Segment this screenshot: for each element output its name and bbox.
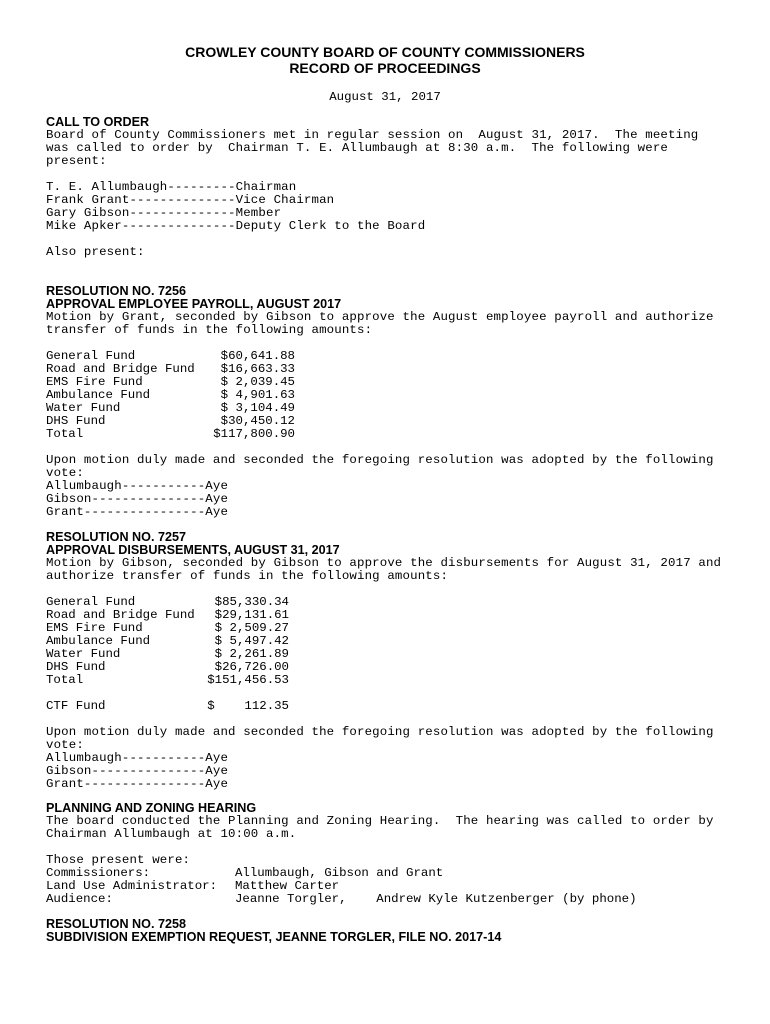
attendee-label: Commissioners: (46, 866, 151, 880)
motion-line: authorize transfer of funds in the following amounts: (46, 569, 449, 583)
vote-line: Grant----------------Aye (46, 777, 229, 791)
resolution-subject: APPROVAL DISBURSEMENTS, AUGUST 31, 2017 (46, 543, 340, 557)
attendee-value: Allumbaugh, Gibson and Grant (235, 866, 444, 880)
fund-name: Road and Bridge Fund (46, 608, 195, 622)
attendee-value: Matthew Carter (235, 879, 340, 893)
call-to-order-line: present: (46, 154, 107, 168)
resolution-number: RESOLUTION NO. 7257 (46, 530, 186, 544)
fund-name: General Fund (46, 349, 136, 363)
fund-amount: $151,456.53 (207, 673, 289, 687)
planning-heading: PLANNING AND ZONING HEARING (46, 801, 257, 815)
vote-line: vote: (46, 466, 84, 480)
fund-name: Total (46, 673, 84, 687)
member-line: Gary Gibson--------------Member (46, 206, 282, 220)
attendee-label: Land Use Administrator: (46, 879, 218, 893)
vote-line: Allumbaugh-----------Aye (46, 751, 229, 765)
motion-line: Motion by Grant, seconded by Gibson to approve the August employee payroll and authorize (46, 310, 714, 324)
planning-line: Chairman Allumbaugh at 10:00 a.m. (46, 827, 297, 841)
fund-amount: $ 5,497.42 (214, 634, 289, 648)
fund-amount: $30,450.12 (220, 414, 295, 428)
fund-amount: $ 2,261.89 (214, 647, 289, 661)
member-line: T. E. Allumbaugh---------Chairman (46, 180, 297, 194)
attendee-label: Audience: (46, 892, 113, 906)
fund-amount: $29,131.61 (214, 608, 289, 622)
fund-name: General Fund (46, 595, 136, 609)
fund-amount: $ 3,104.49 (220, 401, 295, 415)
fund-name: DHS Fund (46, 414, 106, 428)
fund-amount: $60,641.88 (220, 349, 295, 363)
resolution-subject: SUBDIVISION EXEMPTION REQUEST, JEANNE TORGLER, FILE NO. 2017-14 (46, 930, 502, 944)
vote-line: Grant----------------Aye (46, 505, 229, 519)
fund-amount: $ 4,901.63 (220, 388, 295, 402)
call-to-order-line: was called to order by Chairman T. E. Allumbaugh at 8:30 a.m. The following were (46, 141, 669, 155)
fund-amount: $85,330.34 (214, 595, 289, 609)
fund-amount: $ 2,509.27 (214, 621, 289, 635)
fund-name: Total (46, 427, 84, 441)
motion-line: transfer of funds in the following amounts: (46, 323, 373, 337)
attendee-value: Jeanne Torgler, Andrew Kyle Kutzenberger (by phone) (235, 892, 637, 906)
fund-name: EMS Fire Fund (46, 621, 143, 635)
fund-amount: $16,663.33 (220, 362, 295, 376)
vote-line: Upon motion duly made and seconded the foregoing resolution was adopted by the following (46, 453, 714, 467)
member-line: Mike Apker---------------Deputy Clerk to the Board (46, 219, 426, 233)
member-line: Frank Grant--------------Vice Chairman (46, 193, 335, 207)
document-title-line2: RECORD OF PROCEEDINGS (289, 60, 481, 76)
fund-amount: $ 2,039.45 (220, 375, 295, 389)
vote-line: vote: (46, 738, 84, 752)
fund-name: EMS Fire Fund (46, 375, 143, 389)
fund-name: Water Fund (46, 647, 121, 661)
call-to-order-heading: CALL TO ORDER (46, 115, 150, 129)
planning-line: The board conducted the Planning and Zoning Hearing. The hearing was called to order by (46, 814, 714, 828)
fund-name: Ambulance Fund (46, 388, 151, 402)
fund-name: Water Fund (46, 401, 121, 415)
resolution-number: RESOLUTION NO. 7258 (46, 917, 186, 931)
meeting-date: August 31, 2017 (329, 90, 441, 104)
fund-name: CTF Fund (46, 699, 106, 713)
fund-name: DHS Fund (46, 660, 106, 674)
fund-amount: $26,726.00 (214, 660, 289, 674)
vote-line: Gibson---------------Aye (46, 492, 229, 506)
resolution-subject: APPROVAL EMPLOYEE PAYROLL, AUGUST 2017 (46, 297, 342, 311)
fund-amount: $117,800.90 (213, 427, 295, 441)
vote-line: Allumbaugh-----------Aye (46, 479, 229, 493)
vote-line: Upon motion duly made and seconded the foregoing resolution was adopted by the following (46, 725, 714, 739)
call-to-order-line: Board of County Commissioners met in regular session on August 31, 2017. The meeting (46, 128, 699, 142)
those-present: Those present were: (46, 853, 191, 867)
resolution-number: RESOLUTION NO. 7256 (46, 284, 186, 298)
document-title-line1: CROWLEY COUNTY BOARD OF COUNTY COMMISSIONERS (185, 44, 585, 60)
vote-line: Gibson---------------Aye (46, 764, 229, 778)
also-present: Also present: (46, 245, 145, 259)
fund-name: Road and Bridge Fund (46, 362, 195, 376)
fund-amount: $ 112.35 (207, 699, 289, 713)
fund-name: Ambulance Fund (46, 634, 151, 648)
motion-line: Motion by Gibson, seconded by Gibson to approve the disbursements for August 31, 2017 and (46, 556, 722, 570)
